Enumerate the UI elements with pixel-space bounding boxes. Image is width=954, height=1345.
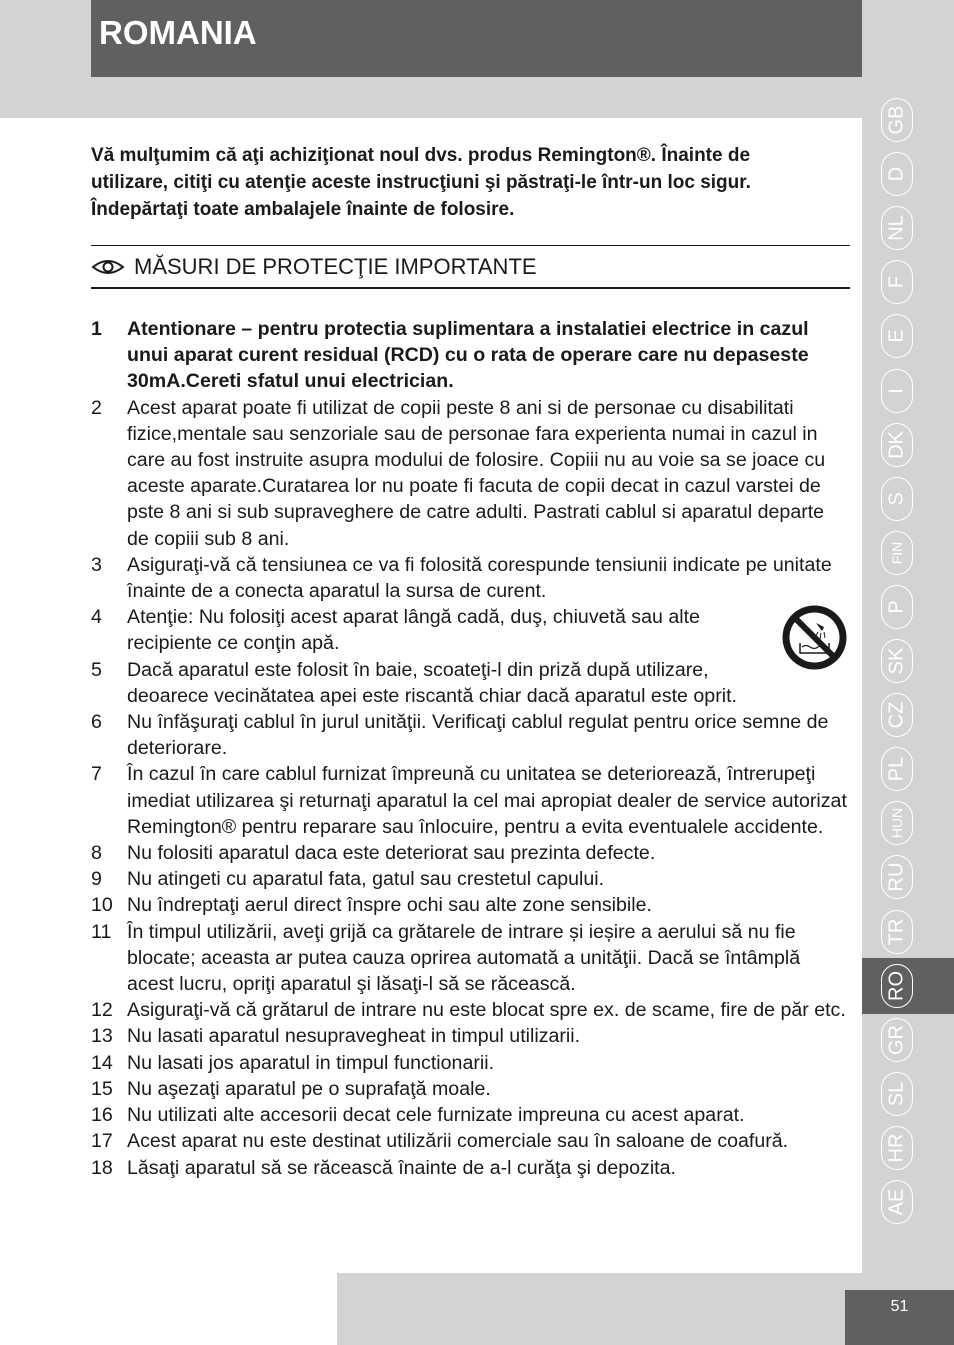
list-item-number: 9	[91, 868, 102, 891]
language-tab-f[interactable]	[881, 260, 913, 304]
list-item-text: Nu aşezaţi aparatul pe o suprafaţă moale.	[127, 1077, 491, 1100]
safety-list	[91, 316, 851, 1181]
language-tab-label: DK	[885, 430, 908, 459]
language-tab-sk[interactable]	[881, 639, 913, 683]
page-number-box	[845, 1290, 954, 1345]
language-tab-ae[interactable]	[881, 1180, 913, 1224]
list-item-number: 3	[91, 553, 102, 576]
list-item-number: 18	[91, 1156, 113, 1179]
list-item-number: 14	[91, 1051, 113, 1074]
language-tab-label: GR	[885, 1024, 908, 1055]
list-item-text: Asiguraţi-vă că grătarul de intrare nu este blocat spre ex. de scame, fire de păr etc.	[127, 999, 846, 1022]
language-tab-label: TR	[885, 918, 908, 945]
language-tab-label: P	[885, 600, 908, 614]
language-tabs	[862, 90, 954, 1240]
list-item-text: În cazul în care cablul furnizat împreună cu unitatea se deteriorează, întrerupeţi imediat utilizarea şi returnaţi aparatul la cel mai apropiat dealer de service autorizat Remington® pentru reparare sau înlocuire, pentru a evita eventualele accidente.	[127, 763, 847, 838]
language-tab-ru[interactable]	[881, 855, 913, 899]
list-item-number: 7	[91, 763, 102, 786]
list-item	[91, 552, 851, 604]
list-item	[91, 892, 851, 918]
language-tab-label: HR	[885, 1133, 908, 1163]
language-tab-label: D	[885, 166, 908, 182]
list-item-text: Atentionare – pentru protectia suplimentara a instalatiei electrice in cazul unui aparat curent residual (RCD) cu o rata de operare care nu depaseste 30mA.Cereti sfatul unui electrician.	[127, 318, 809, 393]
language-tab-label: FIN	[889, 541, 905, 565]
language-tab-label: S	[885, 492, 908, 506]
language-tab-s[interactable]	[881, 477, 913, 521]
list-item	[91, 316, 851, 395]
list-item-text: Nu înfăşuraţi cablul în jurul unităţii. Verificaţi cablul regulat pentru orice semne de deteriorare.	[127, 711, 829, 760]
eye-icon	[91, 258, 125, 276]
list-item	[91, 761, 851, 840]
list-item-text: Nu lasati aparatul nesupravegheat in timpul utilizarii.	[127, 1025, 581, 1048]
list-item-text: Asiguraţi-vă că tensiunea ce va fi folosită corespunde tensiunii indicate pe unitate înainte de a conecta aparatul la sursa de curent.	[127, 553, 832, 603]
language-tab-e[interactable]	[881, 314, 913, 358]
title-bar	[91, 0, 862, 77]
page-title: ROMANIA	[99, 14, 257, 51]
language-tab-label: PL	[885, 756, 908, 782]
list-item-text: Acest aparat poate fi utilizat de copii peste 8 ani si de personae cu disabilitati fizice,mentale sau senzoriale sau de personae fara experienta numai in cazul in care au fost instruite asupra modului de folosire. Copiii nu au voie sa se joace cu aceste aparate.Curatarea lor nu poate fi facuta de copii decat in cazul varstei de pste 8 ani si sub supraveghere de catre adulti. Pastrati cablul si aparatul departe de copiii sub 8 ani.	[127, 396, 826, 550]
language-tab-d[interactable]	[881, 152, 913, 196]
list-item-text: Dacă aparatul este folosit în baie, scoateţi-l din priză după utilizare, deoarece vecinătatea apei este riscantă chiar dacă aparatul este oprit.	[127, 658, 737, 707]
section-divider-top	[91, 245, 850, 246]
language-tab-cz[interactable]	[881, 693, 913, 737]
section-heading	[91, 254, 537, 280]
no-water-bath-icon	[780, 603, 849, 672]
language-tab-label: NL	[885, 215, 908, 241]
list-item	[91, 997, 851, 1023]
list-item	[91, 709, 851, 761]
list-item	[91, 919, 851, 998]
list-item	[91, 604, 851, 656]
page-number: 51	[890, 1298, 909, 1315]
list-item	[91, 395, 851, 552]
list-item-number: 13	[91, 1025, 113, 1048]
language-tab-hr[interactable]	[881, 1126, 913, 1170]
list-item-text: Atenţie: Nu folosiţi acest aparat lângă cadă, duş, chiuvetă sau alte recipiente ce conţin apă.	[127, 606, 700, 655]
list-item-text: Nu lasati jos aparatul in timpul functionarii.	[127, 1051, 495, 1074]
language-tab-label: GB	[885, 105, 908, 135]
language-tab-label: RU	[885, 862, 908, 892]
language-tab-gb[interactable]	[881, 98, 913, 142]
language-tab-label: I	[885, 387, 908, 394]
list-item-number: 8	[91, 842, 102, 865]
intro-paragraph: Vă mulţumim că aţi achiziţionat noul dvs. produs Remington®. Înainte de utilizare, citiţi cu atenţie aceste instrucţiuni şi păstraţi-le într-un loc sigur. Îndepărtaţi toate ambalajele înainte de folosire.	[91, 145, 751, 220]
list-item-number: 10	[91, 894, 113, 917]
language-tab-p[interactable]	[881, 585, 913, 629]
list-item	[91, 1155, 851, 1181]
language-tab-label: AE	[885, 1188, 908, 1216]
list-item-number: 5	[91, 658, 102, 681]
list-item	[91, 840, 851, 866]
list-item	[91, 1076, 851, 1102]
language-tab-ro[interactable]	[881, 964, 913, 1008]
language-tab-i[interactable]	[881, 369, 913, 413]
list-item-text: În timpul utilizării, aveţi grijă ca grătarele de intrare și ieșire a aerului să nu fie blocate; aceasta ar putea cauza oprirea automată a unităţii. Dacă se întâmplă acest lucru, opriţi aparatul şi lăsaţi-l să se răcească.	[127, 920, 801, 996]
page-footer-area	[0, 1273, 337, 1345]
language-tab-label: SL	[885, 1081, 908, 1107]
list-item-number: 4	[91, 606, 102, 629]
language-tab-pl[interactable]	[881, 747, 913, 791]
language-tab-dk[interactable]	[881, 423, 913, 467]
list-item-number: 6	[91, 711, 102, 734]
list-item	[91, 1128, 851, 1154]
list-item	[91, 1023, 851, 1049]
section-divider-bottom	[91, 287, 850, 289]
language-tab-label: SK	[885, 647, 908, 675]
list-item-text: Nu folositi aparatul daca este deteriorat sau prezinta defecte.	[127, 842, 656, 865]
list-item-number: 2	[91, 396, 102, 419]
language-tab-fin[interactable]	[881, 531, 913, 575]
list-item-number: 11	[91, 920, 112, 943]
list-item-number: 17	[91, 1130, 113, 1153]
language-tab-label: HUN	[889, 808, 905, 839]
list-item-text: Nu utilizati alte accesorii decat cele furnizate impreuna cu acest aparat.	[127, 1104, 745, 1127]
language-tab-label: RO	[885, 970, 908, 1001]
list-item-text: Nu atingeti cu aparatul fata, gatul sau crestetul capului.	[127, 868, 605, 891]
list-item	[91, 1102, 851, 1128]
list-item	[91, 866, 851, 892]
section-title: MĂSURI DE PROTECŢIE IMPORTANTE	[134, 254, 537, 279]
list-item-text: Lăsaţi aparatul să se răcească înainte de a-l curăţa şi depozita.	[127, 1156, 676, 1179]
list-item-text: Acest aparat nu este destinat utilizării comerciale sau în saloane de coafură.	[127, 1130, 789, 1153]
language-tab-hun[interactable]	[881, 801, 913, 845]
language-tab-label: F	[885, 276, 908, 289]
list-item-number: 12	[91, 999, 113, 1022]
list-item	[91, 1050, 851, 1076]
list-item-text: Nu îndreptaţi aerul direct înspre ochi sau alte zone sensibile.	[127, 894, 652, 917]
language-tab-gr[interactable]	[881, 1018, 913, 1062]
list-item-number: 16	[91, 1104, 113, 1127]
language-tab-label: E	[885, 329, 908, 344]
list-item-number: 15	[91, 1077, 113, 1100]
language-tab-label: CZ	[885, 701, 908, 729]
list-item	[91, 657, 851, 709]
language-tab-nl[interactable]	[881, 206, 913, 250]
list-item-number: 1	[91, 318, 102, 340]
language-tab-sl[interactable]	[881, 1072, 913, 1116]
language-tab-tr[interactable]	[881, 910, 913, 954]
